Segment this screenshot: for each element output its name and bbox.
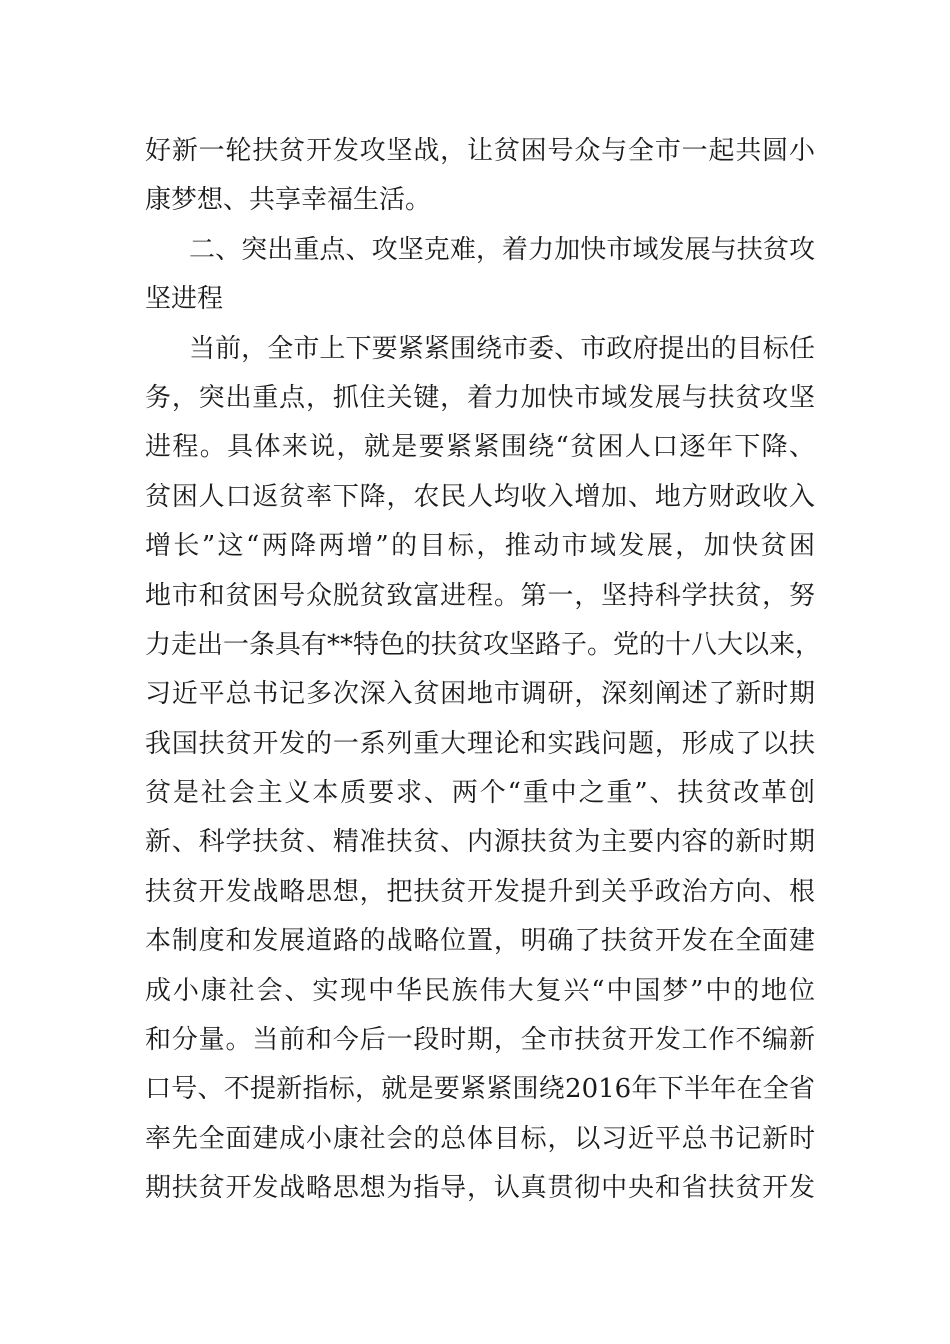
- text-line: 力走出一条具有**特色的扶贫攻坚路子。党的十八大以来，: [145, 629, 822, 660]
- text-line: 本制度和发展道路的战略位置，明确了扶贫开发在全面建: [145, 926, 815, 957]
- text-line: 进程。具体来说，就是要紧紧围绕“贫困人口逐年下降、: [145, 432, 815, 463]
- text-line: 当前，全市上下要紧紧围绕市委、市政府提出的目标任: [189, 333, 815, 364]
- text-line: 口号、不提新指标，就是要紧紧围绕2016年下半年在全省: [145, 1074, 815, 1105]
- text-line: 地市和贫困号众脱贫致富进程。第一，坚持科学扶贫，努: [145, 580, 815, 611]
- section-heading-line: 二、突出重点、攻坚克难，着力加快市域发展与扶贫攻: [189, 234, 815, 265]
- text-line: 康梦想、共享幸福生活。: [145, 185, 432, 216]
- text-line: 贫是社会主义本质要求、两个“重中之重”、扶贫改革创: [145, 778, 815, 809]
- text-line: 习近平总书记多次深入贫困地市调研，深刻阐述了新时期: [145, 679, 815, 710]
- text-line: 扶贫开发战略思想，把扶贫开发提升到关乎政治方向、根: [145, 876, 815, 907]
- text-line: 增长”这“两降两增”的目标，推动市域发展，加快贫困: [145, 531, 815, 562]
- text-line: 我国扶贫开发的一系列重大理论和实践问题，形成了以扶: [145, 728, 815, 759]
- text-line: 率先全面建成小康社会的总体目标，以习近平总书记新时: [145, 1123, 815, 1154]
- text-line: 新、科学扶贫、精准扶贫、内源扶贫为主要内容的新时期: [145, 827, 815, 858]
- text-line: 好新一轮扶贫开发攻坚战，让贫困号众与全市一起共圆小: [145, 136, 815, 166]
- text-line: 务，突出重点，抓住关键，着力加快市域发展与扶贫攻坚: [145, 382, 815, 413]
- text-line: 和分量。当前和今后一段时期，全市扶贫开发工作不编新: [145, 1025, 815, 1056]
- text-line: 贫困人口返贫率下降，农民人均收入增加、地方财政收入: [145, 481, 815, 512]
- section-heading-line: 坚进程: [145, 284, 224, 315]
- text-line: 成小康社会、实现中华民族伟大复兴“中国梦”中的地位: [145, 975, 815, 1006]
- document-body: [145, 127, 822, 1214]
- text-line: 期扶贫开发战略思想为指导，认真贯彻中央和省扶贫开发: [145, 1173, 815, 1204]
